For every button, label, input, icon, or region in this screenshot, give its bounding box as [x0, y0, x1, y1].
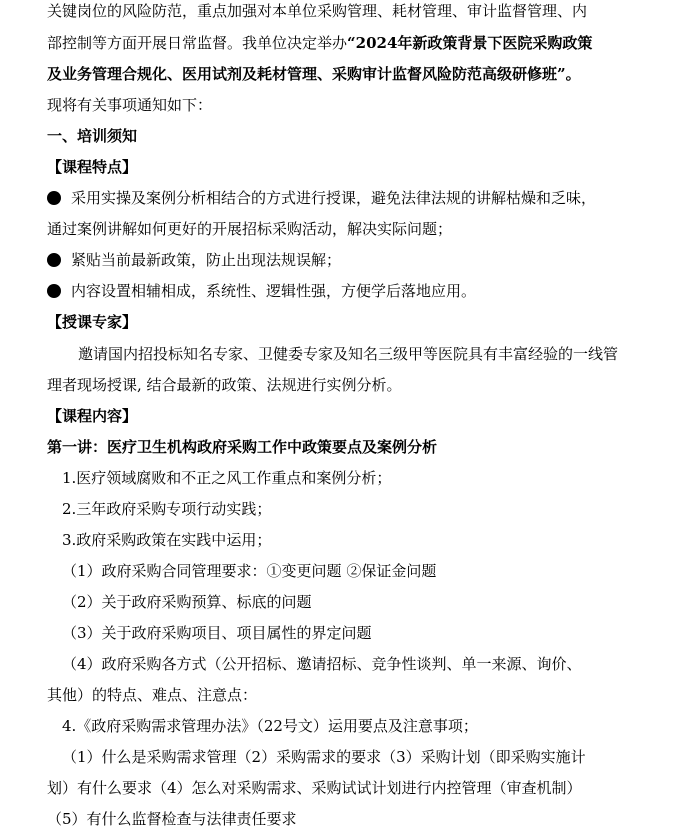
content-item-4: 4.《政府采购需求管理办法》（22号文）运用要点及注意事项； — [62, 717, 478, 735]
content-heading: 【课程内容】 — [47, 407, 138, 425]
feature-item-2-text: 紧贴当前最新政策，防止出现法规误解； — [71, 251, 342, 269]
course-title-end: 及业务管理合规化、医用试剂及耗材管理、采购审计监督风险防范高级研修班”。 — [47, 65, 581, 83]
content-sub-t1-cont: 划）有什么要求（4）怎么对采购需求、采购试试计划进行内控管理（审查机制） — [47, 779, 582, 797]
feature-item-1 — [47, 183, 688, 214]
feature-item-1-cont: 通过案例讲解如何更好的开展招标采购活动，解决实际问题； — [47, 220, 453, 238]
intro-line-1: 关键岗位的风险防范，重点加强对本单位采购管理、耗材管理、审计监督管理、内 — [47, 2, 588, 20]
section-title: 一、培训须知 — [47, 127, 138, 145]
content-sub-1: （1）政府采购合同管理要求：①变更问题 ②保证金问题 — [62, 562, 437, 580]
feature-item-1-text: 采用实操及案例分析相结合的方式进行授课，避免法律法规的讲解枯燥和乏味， — [71, 189, 597, 207]
content-sub-4-cont: 其他）的特点、难点、注意点： — [47, 686, 258, 704]
feature-item-3-text: 内容设置相辅相成，系统性、逻辑性强，方便学后落地应用。 — [71, 282, 477, 300]
content-sub-3: （3）关于政府采购项目、项目属性的界定问题 — [62, 624, 372, 642]
content-sub-t2: （5）有什么监督检查与法律责任要求 — [47, 810, 297, 828]
feature-item-3 — [47, 276, 688, 307]
content-item-2: 2.三年政府采购专项行动实践； — [62, 500, 272, 518]
bullet-icon — [47, 284, 61, 298]
feature-item-2 — [47, 245, 688, 276]
bullet-icon — [47, 191, 61, 205]
experts-line-2: 理者现场授课, 结合最新的政策、法规进行实例分析。 — [47, 376, 402, 394]
content-item-1: 1.医疗领域腐败和不正之风工作重点和案例分析； — [62, 469, 392, 487]
experts-heading: 【授课专家】 — [47, 313, 138, 331]
content-sub-4: （4）政府采购各方式（公开招标、邀请招标、竞争性谈判、单一来源、询价、 — [62, 655, 582, 673]
content-sub-2: （2）关于政府采购预算、标底的问题 — [62, 593, 312, 611]
experts-line-1: 邀请国内招投标知名专家、卫健委专家及知名三级甲等医院具有丰富经验的一线管 — [78, 345, 619, 363]
features-heading: 【课程特点】 — [47, 158, 138, 176]
lecture-1-title: 第一讲：医疗卫生机构政府采购工作中政策要点及案例分析 — [47, 438, 438, 456]
intro-line-4: 现将有关事项通知如下： — [47, 96, 213, 114]
content-sub-t1: （1）什么是采购需求管理（2）采购需求的要求（3）采购计划（即采购实施计 — [62, 748, 586, 766]
content-item-3: 3.政府采购政策在实践中运用； — [62, 531, 272, 549]
intro-line-2 — [47, 28, 688, 59]
intro-line-2-text: 部控制等方面开展日常监督。我单位决定举办 — [47, 34, 348, 52]
bullet-icon — [47, 253, 61, 267]
course-title-start: “2024年新政策背景下医院采购政策 — [347, 34, 593, 52]
